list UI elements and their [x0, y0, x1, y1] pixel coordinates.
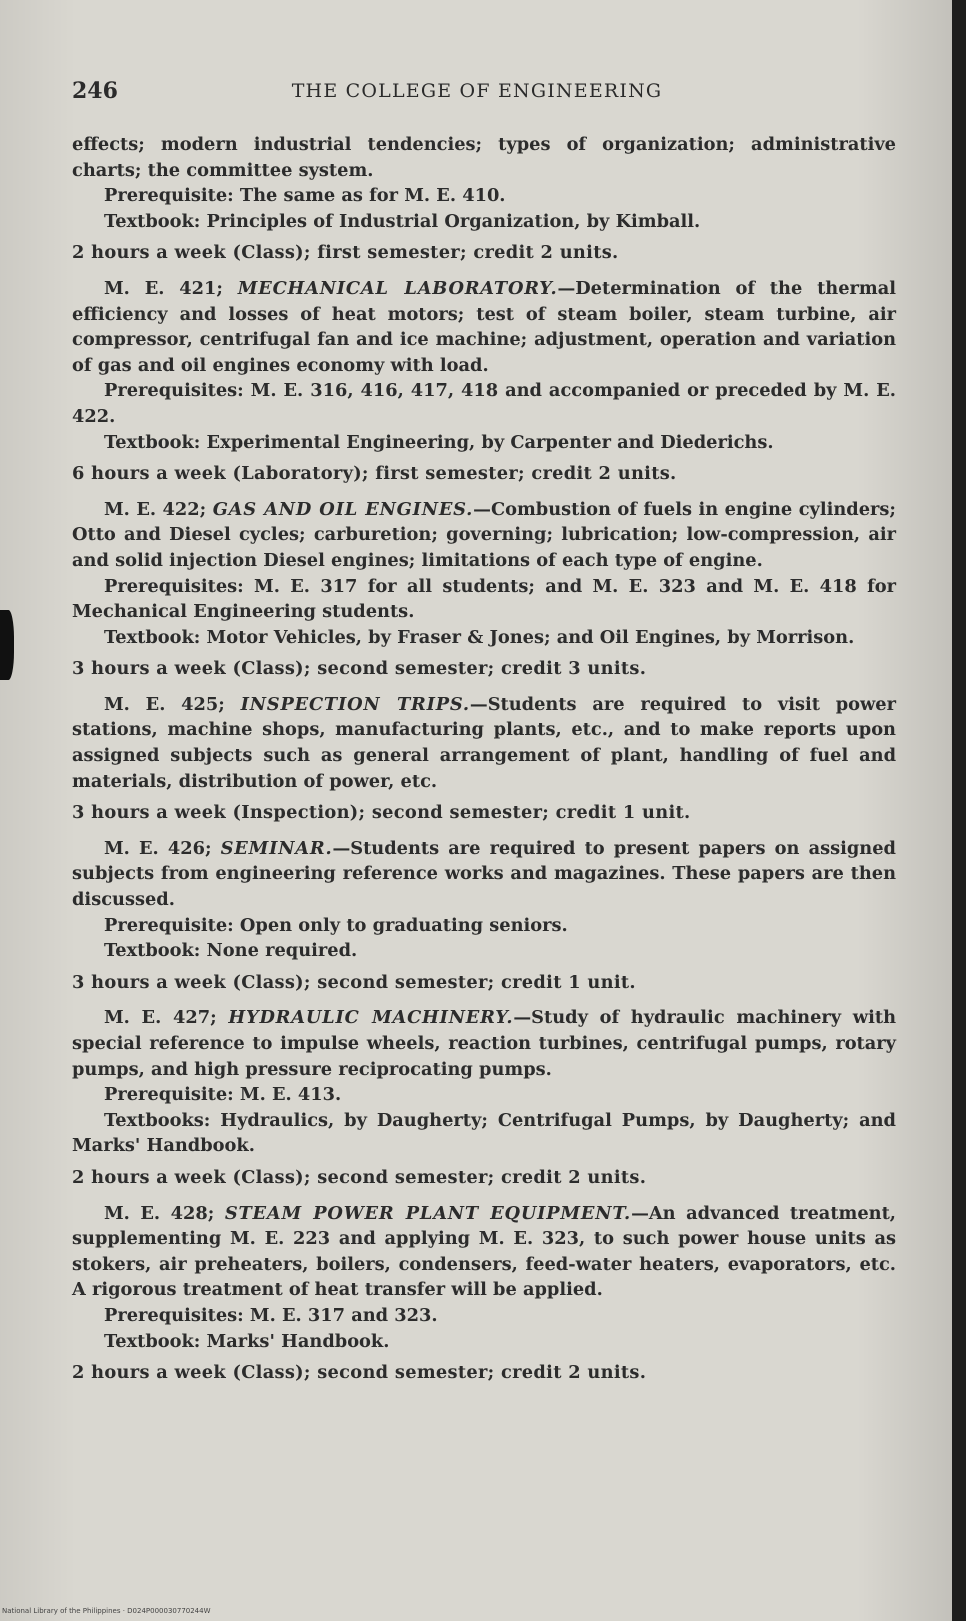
course-textbook: Textbook: None required.: [104, 940, 358, 962]
course-description: —An advanced treatment, supplementing M. E. 223 and applying M. E. 323, to such power house units as stokers, air preheaters, boilers, condensers, feed-water heaters, evaporators, etc. A rigorous treatment of heat transfer will be applied.: [72, 1202, 896, 1301]
course-me-426: [72, 836, 896, 996]
course-title: STEAM POWER PLANT EQUIPMENT.: [224, 1202, 632, 1224]
course-title: SEMINAR.: [220, 837, 333, 859]
course-paragraph: [72, 1201, 896, 1303]
page-edge-shadow: [952, 0, 966, 1621]
course-code: M. E. 426;: [104, 837, 212, 859]
course-textbook: Textbook: Marks' Handbook.: [104, 1330, 390, 1352]
course-credit: 3 hours a week (Class); second semester; credit 1 unit.: [72, 971, 636, 993]
course-title: INSPECTION TRIPS.: [240, 693, 470, 715]
course-credit: 3 hours a week (Class); second semester; credit 3 units.: [72, 658, 647, 680]
page-content: [72, 132, 896, 1396]
course-code: M. E. 425;: [104, 693, 225, 715]
running-title: THE COLLEGE OF ENGINEERING: [291, 80, 663, 102]
course-prerequisite: Prerequisite: Open only to graduating seniors.: [104, 914, 568, 936]
intro-prerequisite: Prerequisite: The same as for M. E. 410.: [104, 185, 506, 207]
intro-text: effects; modern industrial tendencies; types of organization; administrative charts; the committee system.: [72, 134, 896, 181]
course-prerequisite: Prerequisites: M. E. 316, 416, 417, 418 and accompanied or preceded by M. E. 422.: [72, 380, 896, 427]
binding-blot: [0, 610, 14, 680]
course-paragraph: [72, 692, 896, 794]
course-description: —Combustion of fuels in engine cylinders; Otto and Diesel cycles; carburetion; governing; lubrication; low-compression, air and solid injection Diesel engines; limitations of each type of engine.: [72, 498, 896, 571]
course-code: M. E. 422;: [104, 498, 207, 520]
course-title: MECHANICAL LABORATORY.: [237, 277, 558, 299]
course-me-422: [72, 497, 896, 682]
course-credit: 2 hours a week (Class); second semester; credit 2 units.: [72, 1166, 647, 1188]
course-code: M. E. 428;: [104, 1202, 215, 1224]
course-credit: 6 hours a week (Laboratory); first semester; credit 2 units.: [72, 463, 677, 485]
course-textbook: Textbook: Experimental Engineering, by Carpenter and Diederichs.: [104, 431, 774, 453]
course-title: GAS AND OIL ENGINES.: [212, 498, 474, 520]
course-title: HYDRAULIC MACHINERY.: [228, 1007, 514, 1029]
course-paragraph: [72, 276, 896, 378]
course-description: —Determination of the thermal efficiency and losses of heat motors; test of steam boiler, steam turbine, air compressor, centrifugal fan and ice machine; adjustment, operation and variation of gas and oil engines economy with load.: [72, 277, 896, 376]
course-me-428: [72, 1201, 896, 1386]
course-description: —Study of hydraulic machinery with special reference to impulse wheels, reaction turbines, centrifugal pumps, rotary pumps, and high pressure reciprocating pumps.: [72, 1007, 896, 1080]
intro-block: [72, 132, 896, 266]
course-me-421: [72, 276, 896, 487]
course-prerequisite: Prerequisites: M. E. 317 for all students; and M. E. 323 and M. E. 418 for Mechanical Engineering students.: [72, 575, 896, 623]
course-paragraph: [72, 497, 896, 574]
course-description: —Students are required to visit power stations, machine shops, manufacturing plants, etc., and to make reports upon assigned subjects such as general arrangement of plant, handling of fuel and materials, distribution of power, etc.: [72, 693, 896, 792]
course-description: —Students are required to present papers on assigned subjects from engineering reference works and magazines. These papers are then discussed.: [72, 837, 896, 911]
course-textbook: Textbook: Motor Vehicles, by Fraser & Jones; and Oil Engines, by Morrison.: [104, 626, 855, 648]
course-prerequisite: Prerequisite: M. E. 413.: [104, 1084, 342, 1106]
course-me-427: [72, 1005, 896, 1190]
course-textbook: Textbooks: Hydraulics, by Daugherty; Centrifugal Pumps, by Daugherty; and Marks' Handbook.: [72, 1109, 896, 1157]
page-header: [72, 78, 882, 108]
intro-textbook: Textbook: Principles of Industrial Organization, by Kimball.: [104, 210, 701, 232]
course-paragraph: [72, 836, 896, 913]
library-footer: National Library of the Philippines · D024P000030770244W: [2, 1607, 211, 1615]
course-credit: 2 hours a week (Class); second semester; credit 2 units.: [72, 1362, 647, 1384]
course-paragraph: [72, 1005, 896, 1082]
intro-credit: 2 hours a week (Class); first semester; credit 2 units.: [72, 242, 619, 264]
page-number: 246: [72, 78, 118, 104]
course-code: M. E. 427;: [104, 1007, 217, 1029]
course-me-425: [72, 692, 896, 826]
course-code: M. E. 421;: [104, 277, 223, 299]
course-prerequisite: Prerequisites: M. E. 317 and 323.: [104, 1304, 438, 1326]
course-credit: 3 hours a week (Inspection); second semester; credit 1 unit.: [72, 802, 691, 824]
